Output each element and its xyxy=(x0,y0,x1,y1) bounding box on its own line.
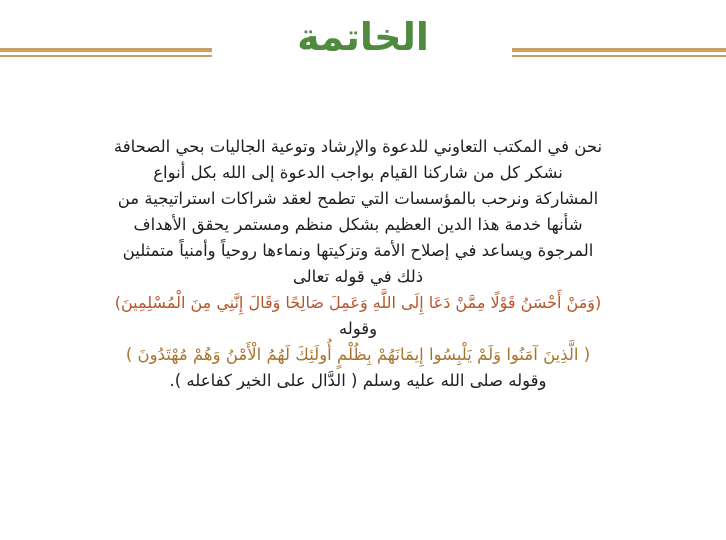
hadith-text: وقوله صلى الله عليه وسلم ( الدَّال على الخير كفاعله ). xyxy=(169,371,547,390)
paragraph-line: المرجوة ويساعد في إصلاح الأمة وتزكيتها ونماءها روحياً وأمنياً متمثلين xyxy=(122,241,594,260)
paragraph-line: نحن في المكتب التعاوني للدعوة والإرشاد وتوعية الجاليات بحي الصحافة xyxy=(113,137,603,156)
paragraph-line: ذلك في قوله تعالى xyxy=(292,267,424,286)
quran-verse-1: (وَمَنْ أَحْسَنُ قَوْلًا مِمَّنْ دَعَا إِلَى اللَّهِ وَعَمِلَ صَالِحًا وَقَالَ إِنَّنِي مِنَ الْمُسْلِمِينَ) xyxy=(114,293,602,312)
page-title: الخاتمة xyxy=(297,15,429,59)
connector-text: وقوله xyxy=(338,319,378,338)
paragraph-line: المشاركة ونرحب بالمؤسسات التي تطمح لعقد شراكات استراتيجية من xyxy=(117,189,599,208)
conclusion-body xyxy=(24,134,692,394)
paragraph-line: شأنها خدمة هذا الدين العظيم بشكل منظم ومستمر يحقق الأهداف xyxy=(133,215,583,234)
quran-verse-2: ( الَّذِينَ آمَنُوا وَلَمْ يَلْبِسُوا إِيمَانَهُمْ بِظُلْمٍ أُولَئِكَ لَهُمُ الْأَمْنُ وَهُمْ مُهْتَدُونَ ) xyxy=(125,345,591,364)
decorative-rule-right xyxy=(512,48,726,58)
header xyxy=(0,0,726,80)
paragraph-line: نشكر كل من شاركنا القيام بواجب الدعوة إلى الله بكل أنواع xyxy=(153,163,563,182)
